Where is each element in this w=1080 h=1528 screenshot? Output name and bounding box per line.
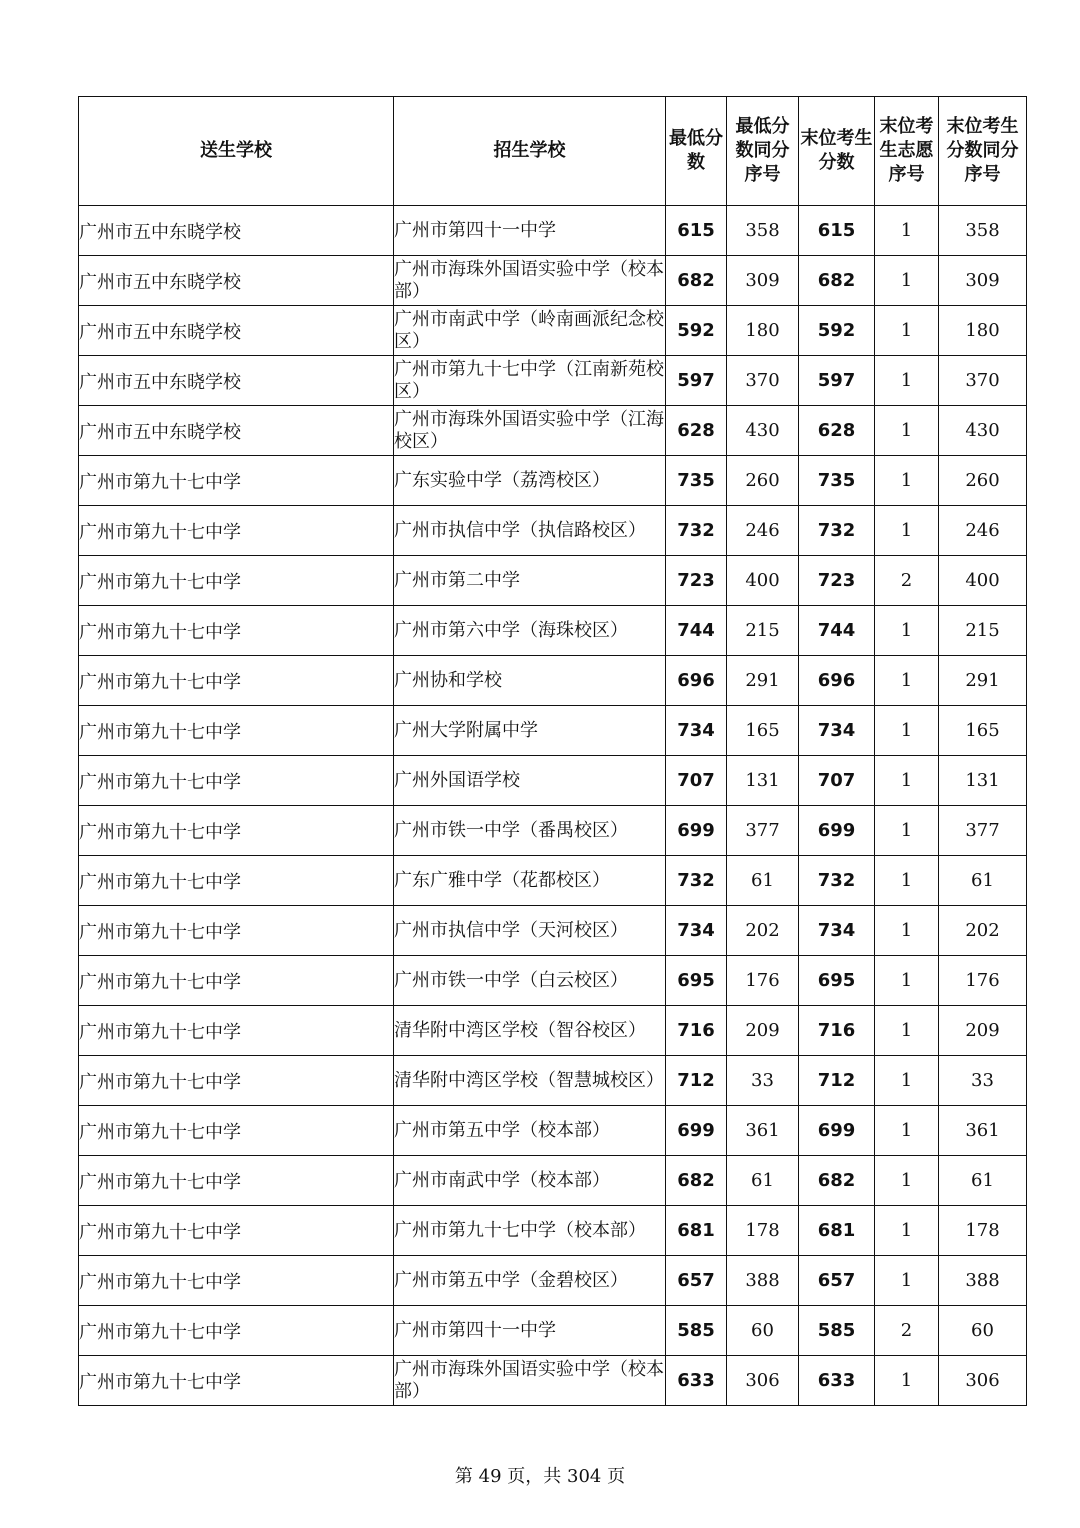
table-row	[79, 706, 1027, 756]
sending-school-cell: 广州市第九十七中学	[79, 906, 394, 956]
last-choice-order-cell: 1	[875, 306, 939, 356]
last-choice-order-cell: 1	[875, 906, 939, 956]
last-choice-order-cell: 1	[875, 1006, 939, 1056]
last-score-tie-rank-cell: 180	[939, 306, 1027, 356]
min-score-tie-rank-cell: 306	[727, 1356, 799, 1406]
min-score-tie-rank-cell: 178	[727, 1206, 799, 1256]
table-row	[79, 1256, 1027, 1306]
last-choice-order-cell: 1	[875, 356, 939, 406]
last-score-tie-rank-cell: 370	[939, 356, 1027, 406]
last-score-tie-rank-cell: 400	[939, 556, 1027, 606]
sending-school-cell: 广州市第九十七中学	[79, 756, 394, 806]
admitting-school-cell: 广州市第六中学（海珠校区）	[394, 606, 666, 656]
admitting-school-cell: 清华附中湾区学校（智谷校区）	[394, 1006, 666, 1056]
last-score-cell: 734	[799, 706, 875, 756]
col-header-sending-school: 送生学校	[79, 97, 394, 206]
min-score-cell: 633	[666, 1356, 727, 1406]
last-choice-order-cell: 1	[875, 756, 939, 806]
last-score-cell: 699	[799, 1106, 875, 1156]
table-row	[79, 1006, 1027, 1056]
last-score-tie-rank-cell: 361	[939, 1106, 1027, 1156]
min-score-tie-rank-cell: 180	[727, 306, 799, 356]
last-choice-order-cell: 2	[875, 556, 939, 606]
table-row	[79, 1356, 1027, 1406]
last-score-cell: 732	[799, 856, 875, 906]
last-score-tie-rank-cell: 260	[939, 456, 1027, 506]
table-row	[79, 1306, 1027, 1356]
last-score-cell: 695	[799, 956, 875, 1006]
min-score-cell: 682	[666, 256, 727, 306]
admitting-school-cell: 广州市第九十七中学（校本部）	[394, 1206, 666, 1256]
sending-school-cell: 广州市第九十七中学	[79, 706, 394, 756]
min-score-tie-rank-cell: 430	[727, 406, 799, 456]
last-choice-order-cell: 1	[875, 1256, 939, 1306]
table-row	[79, 456, 1027, 506]
min-score-cell: 735	[666, 456, 727, 506]
last-choice-order-cell: 1	[875, 1106, 939, 1156]
last-score-cell: 699	[799, 806, 875, 856]
min-score-tie-rank-cell: 60	[727, 1306, 799, 1356]
min-score-cell: 681	[666, 1206, 727, 1256]
table-row	[79, 256, 1027, 306]
table-row	[79, 506, 1027, 556]
last-score-tie-rank-cell: 61	[939, 1156, 1027, 1206]
last-score-cell: 712	[799, 1056, 875, 1106]
last-score-cell: 682	[799, 1156, 875, 1206]
sending-school-cell: 广州市第九十七中学	[79, 1306, 394, 1356]
min-score-tie-rank-cell: 131	[727, 756, 799, 806]
min-score-cell: 734	[666, 706, 727, 756]
last-choice-order-cell: 1	[875, 1356, 939, 1406]
last-score-cell: 723	[799, 556, 875, 606]
last-choice-order-cell: 1	[875, 856, 939, 906]
col-header-last-score: 末位考生分数	[799, 97, 875, 206]
admitting-school-cell: 广州市海珠外国语实验中学（校本部）	[394, 1356, 666, 1406]
last-score-tie-rank-cell: 176	[939, 956, 1027, 1006]
last-score-cell: 707	[799, 756, 875, 806]
sending-school-cell: 广州市第九十七中学	[79, 556, 394, 606]
last-score-tie-rank-cell: 246	[939, 506, 1027, 556]
sending-school-cell: 广州市第九十七中学	[79, 456, 394, 506]
last-score-tie-rank-cell: 178	[939, 1206, 1027, 1256]
table-row	[79, 306, 1027, 356]
sending-school-cell: 广州市第九十七中学	[79, 1156, 394, 1206]
min-score-tie-rank-cell: 202	[727, 906, 799, 956]
admitting-school-cell: 广州市海珠外国语实验中学（校本部）	[394, 256, 666, 306]
admitting-school-cell: 广州市铁一中学（白云校区）	[394, 956, 666, 1006]
min-score-cell: 699	[666, 1106, 727, 1156]
table-header-row	[79, 97, 1027, 206]
admitting-school-cell: 广州市海珠外国语实验中学（江海校区）	[394, 406, 666, 456]
admitting-school-cell: 广州外国语学校	[394, 756, 666, 806]
last-choice-order-cell: 1	[875, 256, 939, 306]
min-score-cell: 707	[666, 756, 727, 806]
admitting-school-cell: 广州市南武中学（校本部）	[394, 1156, 666, 1206]
last-score-tie-rank-cell: 291	[939, 656, 1027, 706]
min-score-cell: 716	[666, 1006, 727, 1056]
admitting-school-cell: 广州市第四十一中学	[394, 1306, 666, 1356]
table-row	[79, 806, 1027, 856]
min-score-tie-rank-cell: 260	[727, 456, 799, 506]
last-score-tie-rank-cell: 60	[939, 1306, 1027, 1356]
last-choice-order-cell: 2	[875, 1306, 939, 1356]
sending-school-cell: 广州市第九十七中学	[79, 506, 394, 556]
min-score-tie-rank-cell: 400	[727, 556, 799, 606]
last-score-cell: 597	[799, 356, 875, 406]
col-header-last-choice-order: 末位考生志愿序号	[875, 97, 939, 206]
sending-school-cell: 广州市五中东晓学校	[79, 256, 394, 306]
table-row	[79, 906, 1027, 956]
sending-school-cell: 广州市第九十七中学	[79, 656, 394, 706]
min-score-cell: 734	[666, 906, 727, 956]
table-row	[79, 556, 1027, 606]
sending-school-cell: 广州市第九十七中学	[79, 1006, 394, 1056]
sending-school-cell: 广州市五中东晓学校	[79, 356, 394, 406]
min-score-cell: 699	[666, 806, 727, 856]
min-score-tie-rank-cell: 370	[727, 356, 799, 406]
last-choice-order-cell: 1	[875, 456, 939, 506]
last-score-tie-rank-cell: 165	[939, 706, 1027, 756]
admission-score-table	[78, 96, 1027, 1406]
last-choice-order-cell: 1	[875, 506, 939, 556]
min-score-cell: 597	[666, 356, 727, 406]
sending-school-cell: 广州市五中东晓学校	[79, 206, 394, 256]
last-score-cell: 734	[799, 906, 875, 956]
min-score-cell: 592	[666, 306, 727, 356]
table-row	[79, 356, 1027, 406]
table-row	[79, 956, 1027, 1006]
table-row	[79, 1206, 1027, 1256]
sending-school-cell: 广州市五中东晓学校	[79, 306, 394, 356]
admitting-school-cell: 广州市第四十一中学	[394, 206, 666, 256]
last-score-cell: 585	[799, 1306, 875, 1356]
last-choice-order-cell: 1	[875, 806, 939, 856]
sending-school-cell: 广州市第九十七中学	[79, 1256, 394, 1306]
min-score-tie-rank-cell: 358	[727, 206, 799, 256]
table-row	[79, 756, 1027, 806]
admitting-school-cell: 广州市执信中学（天河校区）	[394, 906, 666, 956]
last-choice-order-cell: 1	[875, 656, 939, 706]
min-score-cell: 723	[666, 556, 727, 606]
admitting-school-cell: 清华附中湾区学校（智慧城校区）	[394, 1056, 666, 1106]
last-score-tie-rank-cell: 377	[939, 806, 1027, 856]
min-score-tie-rank-cell: 176	[727, 956, 799, 1006]
last-score-tie-rank-cell: 209	[939, 1006, 1027, 1056]
min-score-cell: 682	[666, 1156, 727, 1206]
min-score-tie-rank-cell: 209	[727, 1006, 799, 1056]
last-choice-order-cell: 1	[875, 1056, 939, 1106]
last-score-tie-rank-cell: 430	[939, 406, 1027, 456]
last-score-cell: 592	[799, 306, 875, 356]
admitting-school-cell: 广州市铁一中学（番禺校区）	[394, 806, 666, 856]
sending-school-cell: 广州市第九十七中学	[79, 1206, 394, 1256]
sending-school-cell: 广州市五中东晓学校	[79, 406, 394, 456]
last-score-tie-rank-cell: 202	[939, 906, 1027, 956]
last-choice-order-cell: 1	[875, 1206, 939, 1256]
sending-school-cell: 广州市第九十七中学	[79, 1106, 394, 1156]
last-score-tie-rank-cell: 215	[939, 606, 1027, 656]
table-row	[79, 206, 1027, 256]
sending-school-cell: 广州市第九十七中学	[79, 956, 394, 1006]
min-score-tie-rank-cell: 361	[727, 1106, 799, 1156]
last-choice-order-cell: 1	[875, 1156, 939, 1206]
col-header-min-score: 最低分数	[666, 97, 727, 206]
min-score-cell: 732	[666, 506, 727, 556]
min-score-cell: 615	[666, 206, 727, 256]
last-score-cell: 681	[799, 1206, 875, 1256]
last-score-cell: 628	[799, 406, 875, 456]
last-score-cell: 657	[799, 1256, 875, 1306]
table-row	[79, 606, 1027, 656]
admitting-school-cell: 广州市第五中学（金碧校区）	[394, 1256, 666, 1306]
sending-school-cell: 广州市第九十七中学	[79, 806, 394, 856]
admitting-school-cell: 广州市执信中学（执信路校区）	[394, 506, 666, 556]
admitting-school-cell: 广州市第九十七中学（江南新苑校区）	[394, 356, 666, 406]
admitting-school-cell: 广州协和学校	[394, 656, 666, 706]
last-choice-order-cell: 1	[875, 606, 939, 656]
admitting-school-cell: 广州市第二中学	[394, 556, 666, 606]
sending-school-cell: 广州市第九十七中学	[79, 1056, 394, 1106]
last-choice-order-cell: 1	[875, 706, 939, 756]
table-row	[79, 1056, 1027, 1106]
last-score-tie-rank-cell: 131	[939, 756, 1027, 806]
min-score-tie-rank-cell: 388	[727, 1256, 799, 1306]
min-score-tie-rank-cell: 246	[727, 506, 799, 556]
last-score-tie-rank-cell: 33	[939, 1056, 1027, 1106]
min-score-cell: 732	[666, 856, 727, 906]
page-footer: 第 49 页，共 304 页	[454, 1466, 626, 1487]
last-score-cell: 732	[799, 506, 875, 556]
sending-school-cell: 广州市第九十七中学	[79, 1356, 394, 1406]
last-score-tie-rank-cell: 306	[939, 1356, 1027, 1406]
last-score-tie-rank-cell: 358	[939, 206, 1027, 256]
admitting-school-cell: 广州市第五中学（校本部）	[394, 1106, 666, 1156]
last-score-cell: 744	[799, 606, 875, 656]
last-score-cell: 696	[799, 656, 875, 706]
last-choice-order-cell: 1	[875, 206, 939, 256]
last-score-cell: 716	[799, 1006, 875, 1056]
last-choice-order-cell: 1	[875, 406, 939, 456]
min-score-cell: 585	[666, 1306, 727, 1356]
table-row	[79, 856, 1027, 906]
sending-school-cell: 广州市第九十七中学	[79, 606, 394, 656]
col-header-admitting-school: 招生学校	[394, 97, 666, 206]
min-score-tie-rank-cell: 291	[727, 656, 799, 706]
admitting-school-cell: 广州市南武中学（岭南画派纪念校区）	[394, 306, 666, 356]
min-score-cell: 695	[666, 956, 727, 1006]
last-score-cell: 615	[799, 206, 875, 256]
admitting-school-cell: 广东实验中学（荔湾校区）	[394, 456, 666, 506]
min-score-cell: 657	[666, 1256, 727, 1306]
last-score-cell: 735	[799, 456, 875, 506]
sending-school-cell: 广州市第九十七中学	[79, 856, 394, 906]
last-score-tie-rank-cell: 388	[939, 1256, 1027, 1306]
min-score-tie-rank-cell: 33	[727, 1056, 799, 1106]
min-score-tie-rank-cell: 61	[727, 1156, 799, 1206]
last-score-tie-rank-cell: 309	[939, 256, 1027, 306]
table-row	[79, 1156, 1027, 1206]
last-score-tie-rank-cell: 61	[939, 856, 1027, 906]
table-row	[79, 656, 1027, 706]
col-header-last-score-tie-rank: 末位考生分数同分序号	[939, 97, 1027, 206]
min-score-tie-rank-cell: 165	[727, 706, 799, 756]
admitting-school-cell: 广州大学附属中学	[394, 706, 666, 756]
min-score-tie-rank-cell: 61	[727, 856, 799, 906]
min-score-tie-rank-cell: 377	[727, 806, 799, 856]
last-score-cell: 633	[799, 1356, 875, 1406]
col-header-min-score-tie-rank: 最低分数同分序号	[727, 97, 799, 206]
min-score-cell: 712	[666, 1056, 727, 1106]
last-score-cell: 682	[799, 256, 875, 306]
min-score-tie-rank-cell: 215	[727, 606, 799, 656]
table-row	[79, 1106, 1027, 1156]
admitting-school-cell: 广东广雅中学（花都校区）	[394, 856, 666, 906]
min-score-cell: 696	[666, 656, 727, 706]
min-score-cell: 628	[666, 406, 727, 456]
last-choice-order-cell: 1	[875, 956, 939, 1006]
min-score-cell: 744	[666, 606, 727, 656]
table-row	[79, 406, 1027, 456]
min-score-tie-rank-cell: 309	[727, 256, 799, 306]
